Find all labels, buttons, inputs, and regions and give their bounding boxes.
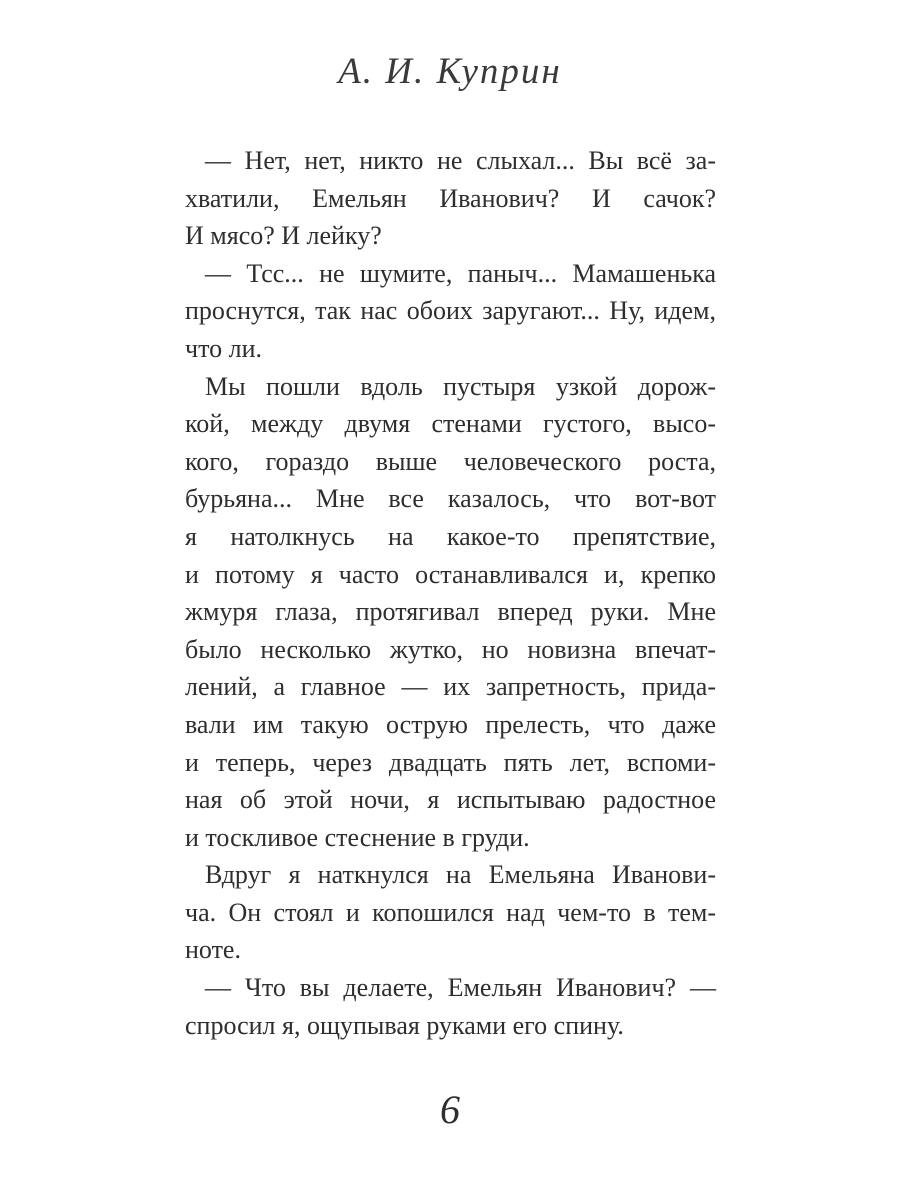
text-line: ча. Он стоял и копошился над чем-то в тем- xyxy=(185,897,716,927)
text-line: было несколько жутко, но новизна впечат- xyxy=(185,634,716,664)
text-line: хватили, Емельян Иванович? И сачок? xyxy=(185,183,716,213)
text-line: жмуря глаза, протягивал вперед руки. Мне xyxy=(185,597,716,627)
text-line: вали им такую острую прелесть, что даже xyxy=(185,709,716,739)
text-line: — Что вы делаете, Емельян Иванович? — xyxy=(205,973,716,1003)
text-line: кого, гораздо выше человеческого роста, xyxy=(185,446,716,476)
text-line: Вдруг я наткнулся на Емельяна Иванови- xyxy=(205,860,716,890)
text-line: и теперь, через двадцать пять лет, вспоми- xyxy=(185,747,716,777)
text-line: и тоскливое стеснение в груди. xyxy=(185,822,530,852)
text-line: я натолкнусь на какое-то препятствие, xyxy=(185,521,716,551)
text-line: кой, между двумя стенами густого, высо- xyxy=(185,409,716,439)
text-line: Мы пошли вдоль пустыря узкой дорож- xyxy=(205,371,716,401)
text-line: — Нет, нет, никто не слыхал... Вы всё за- xyxy=(205,146,716,175)
text-line: лений, а главное — их запретность, прида- xyxy=(185,672,716,702)
text-line: И мясо? И лейку? xyxy=(185,221,382,251)
text-line: бурьяна... Мне все казалось, что вот-вот xyxy=(185,484,716,514)
running-head-author: А. И. Куприн xyxy=(338,51,562,92)
text-line: проснутся, так нас обоих заругают... Ну, идем, xyxy=(185,296,716,326)
text-line: ная об этой ночи, я испытываю радостное xyxy=(185,785,716,815)
text-block xyxy=(185,142,716,1044)
text-line: что ли. xyxy=(185,333,262,363)
text-line: ноте. xyxy=(185,935,241,965)
text-line: и потому я часто останавливался и, крепко xyxy=(185,559,716,589)
page-number: 6 xyxy=(440,1087,460,1132)
text-line: — Тсс... не шумите, паныч... Мамашенька xyxy=(205,258,716,288)
text-line: спросил я, ощупывая руками его спину. xyxy=(185,1010,624,1040)
